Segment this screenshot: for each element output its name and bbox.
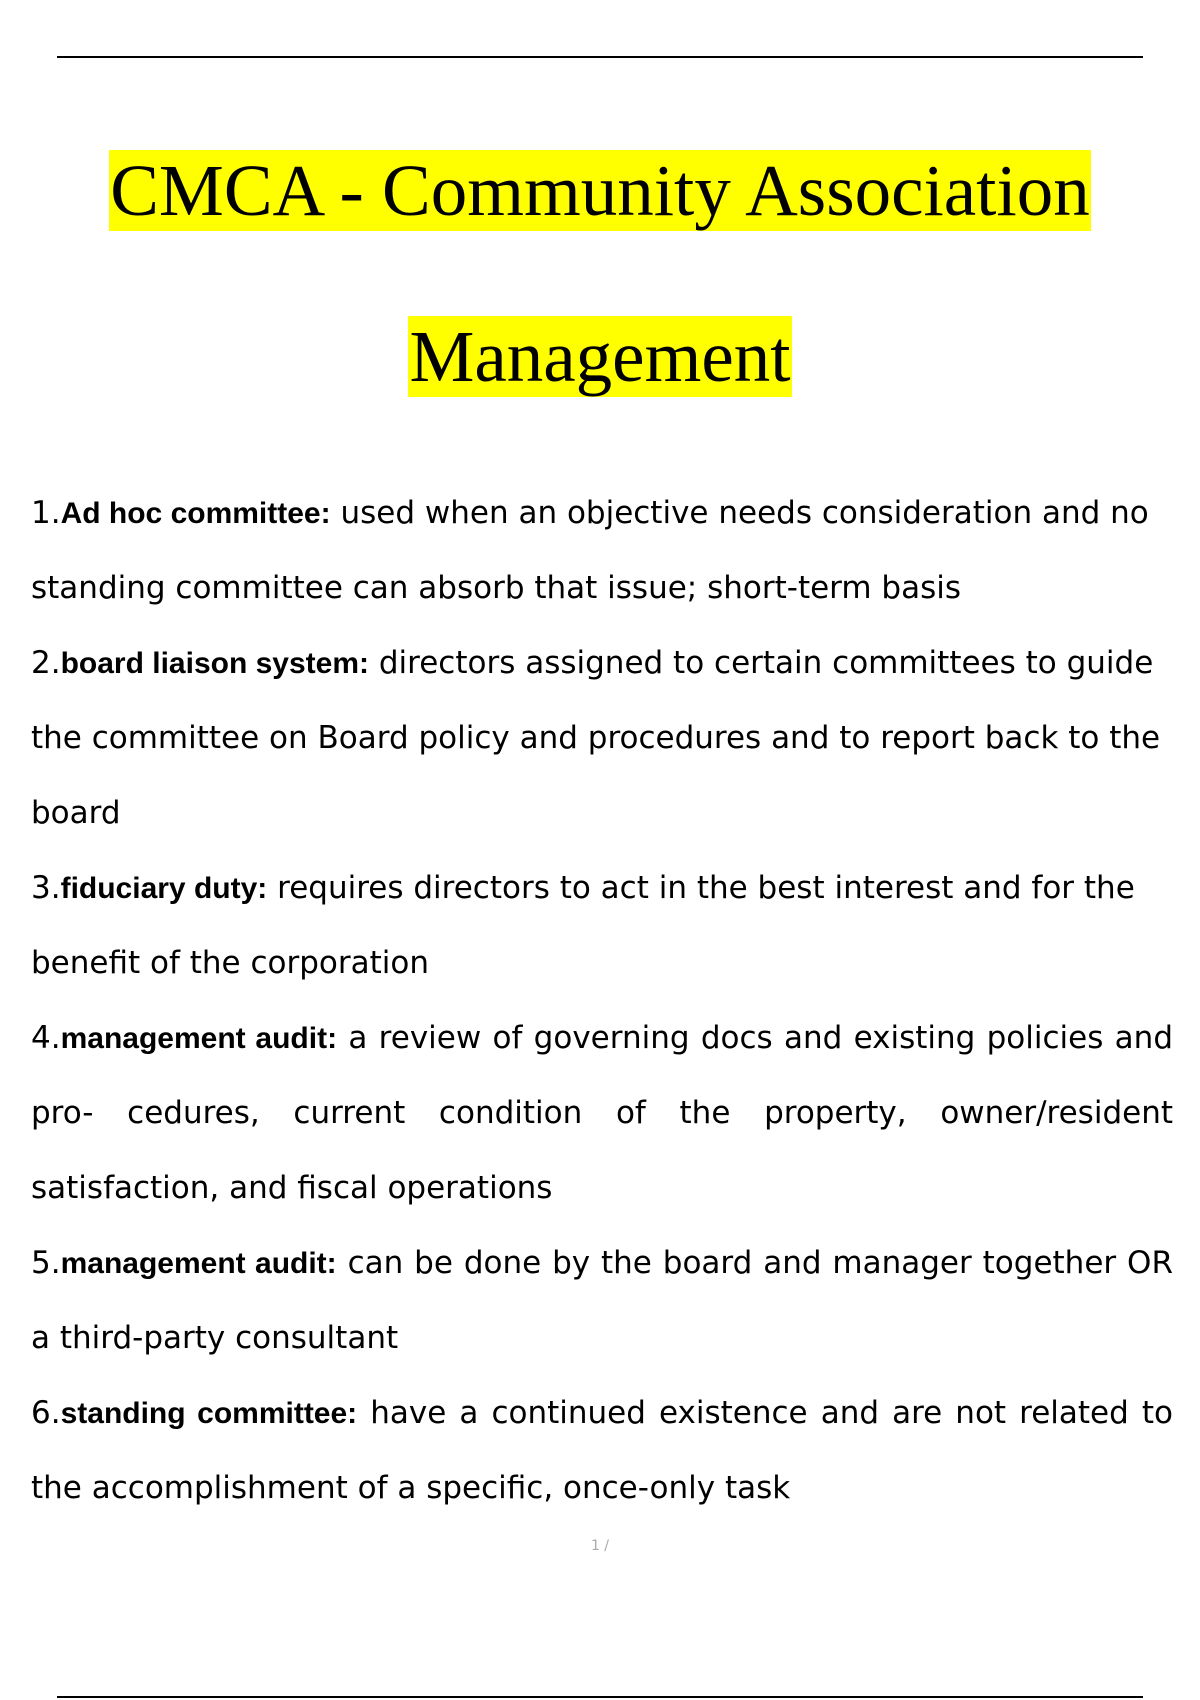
item-definition: have a continued existence and are not related to the accomplishment of a specific, once-only task [31,1395,1173,1506]
item-number: 5. [31,1245,61,1281]
item-number: 6. [31,1395,61,1431]
item-definition: can be done by the board and manager together OR a third-party consultant [31,1245,1173,1356]
bottom-rule [57,1696,1143,1698]
list-item [31,476,1195,626]
list-item [31,1001,1173,1226]
list-item [31,1376,1173,1526]
item-definition: directors assigned to certain committees to guide the committee on Board policy and procedures and to report back to the board [31,645,1161,831]
item-term: management audit: [60,1247,337,1280]
document-title [0,108,1200,440]
item-definition: requires directors to act in the best interest and for the benefit of the corporation [31,870,1135,981]
page-number: 1 / [590,1538,610,1554]
item-definition: a review of governing docs and existing policies and pro- cedures, current condition of the property, owner/resident satisfaction, and fiscal operations [31,1020,1173,1206]
title-highlight-2: Management [409,316,791,397]
list-item [31,626,1195,851]
definition-list [31,476,1195,1526]
item-term: management audit: [60,1022,338,1055]
item-number: 4. [31,1020,61,1056]
item-term: standing committee: [60,1397,358,1430]
list-item [31,1226,1173,1376]
item-number: 2. [31,645,61,681]
item-definition: used when an objective needs consideration and no standing committee can absorb that issue; short-term basis [31,495,1149,606]
title-line-1 [0,108,1200,274]
item-term: board liaison system: [60,647,370,680]
item-term: Ad hoc committee: [60,497,331,530]
item-term: fiduciary duty: [60,872,268,905]
top-rule [57,56,1143,58]
item-number: 3. [31,870,61,906]
list-item [31,851,1195,1001]
item-number: 1. [31,495,61,531]
title-highlight-1: CMCA - Community Association [110,150,1090,231]
title-line-2 [0,274,1200,440]
